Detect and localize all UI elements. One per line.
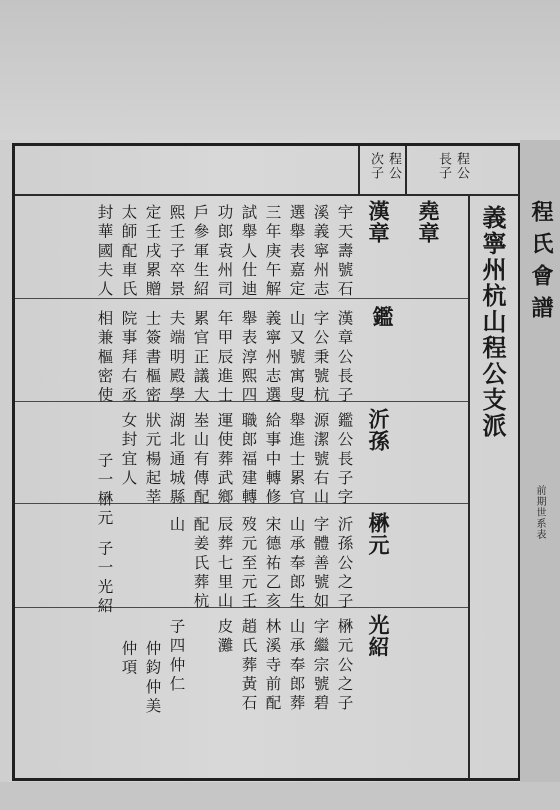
bio-line: 功郎袁州司 [215,204,234,300]
bio-line: 山又號寓叟 [287,310,306,406]
generation-name: 楙元 [366,512,391,556]
bio-line: 宇天壽號石 [335,204,354,300]
bio-line: 楙元公之子 [335,618,354,714]
header-divider [405,146,407,194]
generation-name: 漢章 [366,200,391,244]
generation-name: 鑑 [370,306,395,328]
page-bottom-margin [0,782,560,810]
bio-line: 太師配車氏 [119,204,138,300]
bio-line: 戶參軍生紹 [191,204,210,300]
bio-line: 年甲辰進士 [215,310,234,406]
bio-line: 選舉表嘉定 [287,204,306,300]
bio-line: 山承奉郎生 [287,516,306,612]
bio-line: 女封宜人 [119,412,138,489]
bio-line: 累官正議大 [191,310,210,406]
bio-line: 運使葬武鄉 [215,412,234,508]
spine-book-title: 程氏會譜 [528,200,554,328]
bio-line: 趙氏葬黃石 [239,618,258,714]
generation-name: 沂孫 [366,408,391,452]
bio-line: 定壬戌累贈 [143,204,162,300]
bio-line: 子一楙元 [95,452,114,529]
bio-line: 峚山有傳配 [191,412,210,508]
bio-line: 溪義寧州志 [311,204,330,300]
bio-line: 試舉人仕迪 [239,204,258,300]
bio-line: 字公秉號杭 [311,310,330,406]
bio-line: 職郎福建轉 [239,412,258,508]
header-rule [15,194,519,196]
spine-section-label: 前期世系表 [534,485,545,540]
bio-line: 相兼樞密使 [95,310,114,406]
bio-line: 士簽書樞密 [143,310,162,406]
generation-name: 堯章 [416,200,441,244]
bio-line: 舉進士累官 [287,412,306,508]
bio-line: 源潔號右山 [311,412,330,508]
bio-line: 仲鈞仲美 [143,640,162,717]
bio-line: 院事拜右丞 [119,310,138,406]
header-col2-line1: 程公 [386,152,401,180]
bio-line: 林溪寺前配 [263,618,282,714]
bio-line: 熙壬子卒景 [167,204,186,300]
bio-line: 字體善號如 [311,516,330,612]
bio-line: 山 [167,516,186,536]
bio-line: 義寧州志選 [263,310,282,406]
bio-line: 皮灘 [215,618,234,657]
book-spine [520,140,560,800]
branch-title: 義寧州杭山程公支派 [478,205,507,439]
bio-line: 給事中轉修 [263,412,282,508]
bio-line: 宋德祐乙亥 [263,516,282,612]
bio-line: 湖北通城縣 [167,412,186,508]
bio-line: 封華國夫人 [95,204,114,300]
generation-name: 光紹 [366,614,391,658]
bio-line: 子四仲仁 [167,618,186,695]
page-top-margin [0,0,560,140]
header-col2-line2: 次子 [368,152,383,180]
header-col1-line1: 程公 [454,152,469,180]
bio-line: 狀元楊起莘 [143,412,162,508]
bio-line: 歿元至元壬 [239,516,258,612]
bio-line: 配姜氏葬杭 [191,516,210,612]
bio-line: 鑑公長子字 [335,412,354,508]
bio-line: 辰葬七里山 [215,516,234,612]
title-column-divider [468,194,470,779]
bio-line: 沂孫公之子 [335,516,354,612]
header-col1-line2: 長子 [436,152,451,180]
bio-line: 三年庚午解 [263,204,282,300]
bio-line: 舉表淳熙四 [239,310,258,406]
bio-line: 字繼宗號碧 [311,618,330,714]
bio-line: 夫端明殿學 [167,310,186,406]
bio-line: 仲項 [119,640,138,679]
bio-line: 漢章公長子 [335,310,354,406]
header-divider [358,146,360,194]
bio-line: 山承奉郎葬 [287,618,306,714]
bio-line: 子一光紹 [95,540,114,617]
